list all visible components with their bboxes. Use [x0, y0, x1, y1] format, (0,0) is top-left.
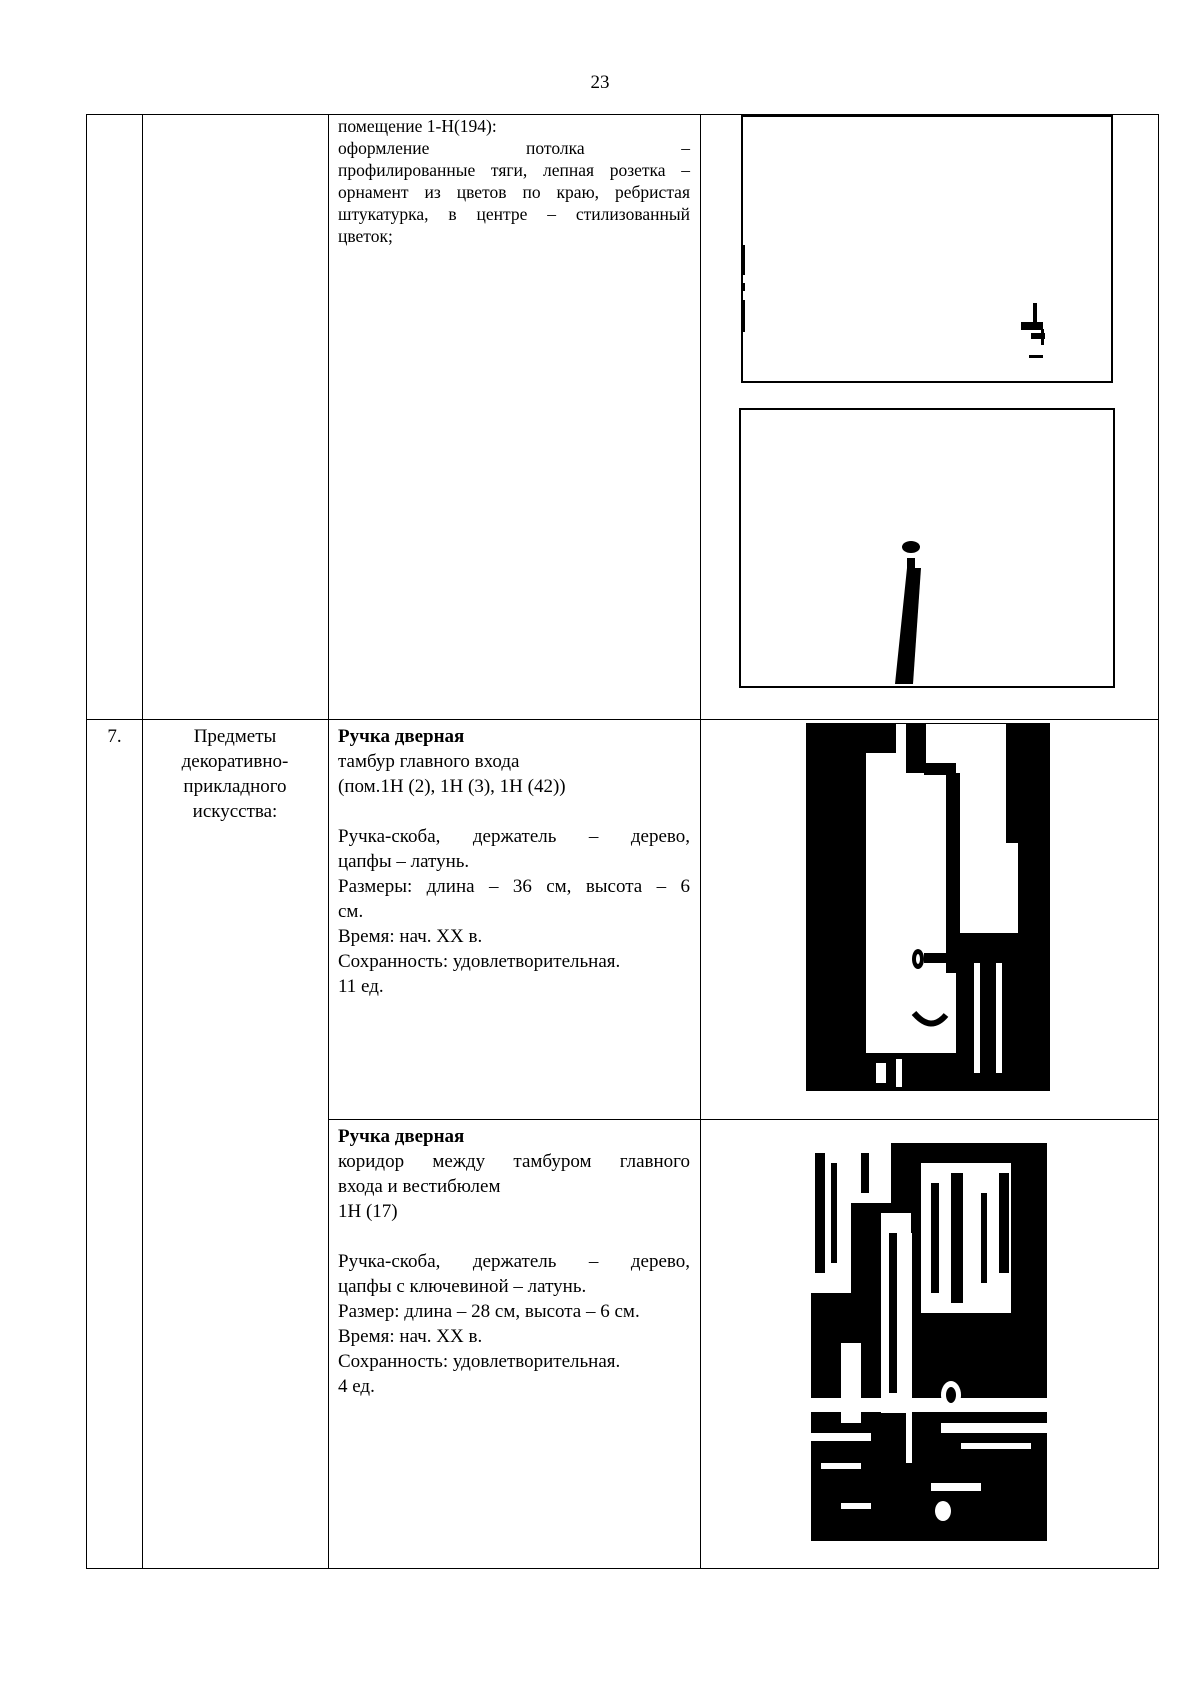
- spacer: [338, 799, 690, 824]
- description-line: помещение 1-Н(194):: [338, 116, 497, 136]
- column-divider: [700, 115, 701, 1568]
- description-line: цветок;: [338, 226, 393, 246]
- item-title: Ручка дверная: [338, 726, 465, 747]
- detail-line: Ручка-скоба, держатель – дерево,: [338, 1251, 690, 1272]
- detail-line: цапфы – латунь.: [338, 851, 470, 872]
- category-line: декоративно-: [181, 751, 289, 772]
- column-divider: [328, 115, 329, 1568]
- location-line: тамбур главного входа: [338, 751, 520, 772]
- detail-line: цапфы с ключевиной – латунь.: [338, 1276, 587, 1297]
- door-handle-photo-2: [811, 1143, 1047, 1541]
- row-divider: [328, 1119, 1158, 1120]
- door-handle-photo-1: [806, 723, 1050, 1091]
- category-line: искусства:: [192, 801, 278, 822]
- column-divider: [142, 115, 143, 1568]
- description-line: оформление потолка –: [338, 138, 690, 158]
- location-line: (пом.1Н (2), 1Н (3), 1Н (42)): [338, 776, 566, 797]
- location-line: входа и вестибюлем: [338, 1176, 501, 1197]
- item-description: [338, 724, 690, 999]
- detail-line: Сохранность: удовлетворительная.: [338, 951, 621, 972]
- item-title: Ручка дверная: [338, 1126, 465, 1147]
- detail-line: 11 ед.: [338, 976, 384, 997]
- description-line: штукатурка, в центре – стилизованный: [338, 204, 690, 224]
- spacer: [338, 1224, 690, 1249]
- category-line: Предметы: [193, 726, 277, 747]
- detail-line: Размер: длина – 28 см, высота – 6 см.: [338, 1301, 640, 1322]
- category-line: прикладного: [183, 776, 287, 797]
- row-divider: [87, 719, 1158, 720]
- ceiling-description: [338, 115, 690, 247]
- detail-line: Ручка-скоба, держатель – дерево,: [338, 826, 690, 847]
- detail-line: Время: нач. ХХ в.: [338, 926, 483, 947]
- detail-line: Размеры: длина – 36 см, высота – 6: [338, 876, 690, 897]
- item-description: [338, 1124, 690, 1399]
- category-label: [142, 724, 328, 824]
- location-line: 1Н (17): [338, 1201, 398, 1222]
- ceiling-photo-1: [741, 115, 1113, 383]
- location-line: коридор между тамбуром главного: [338, 1151, 690, 1172]
- page-number: 23: [590, 72, 610, 93]
- detail-line: 4 ед.: [338, 1376, 375, 1397]
- description-line: профилированные тяги, лепная розетка –: [338, 160, 690, 180]
- description-line: орнамент из цветов по краю, ребристая: [338, 182, 690, 202]
- object-table: [86, 114, 1159, 1569]
- detail-line: Сохранность: удовлетворительная.: [338, 1351, 621, 1372]
- ceiling-photo-2: [739, 408, 1115, 688]
- detail-line: см.: [338, 901, 364, 922]
- row-number: 7.: [107, 726, 122, 747]
- detail-line: Время: нач. ХХ в.: [338, 1326, 483, 1347]
